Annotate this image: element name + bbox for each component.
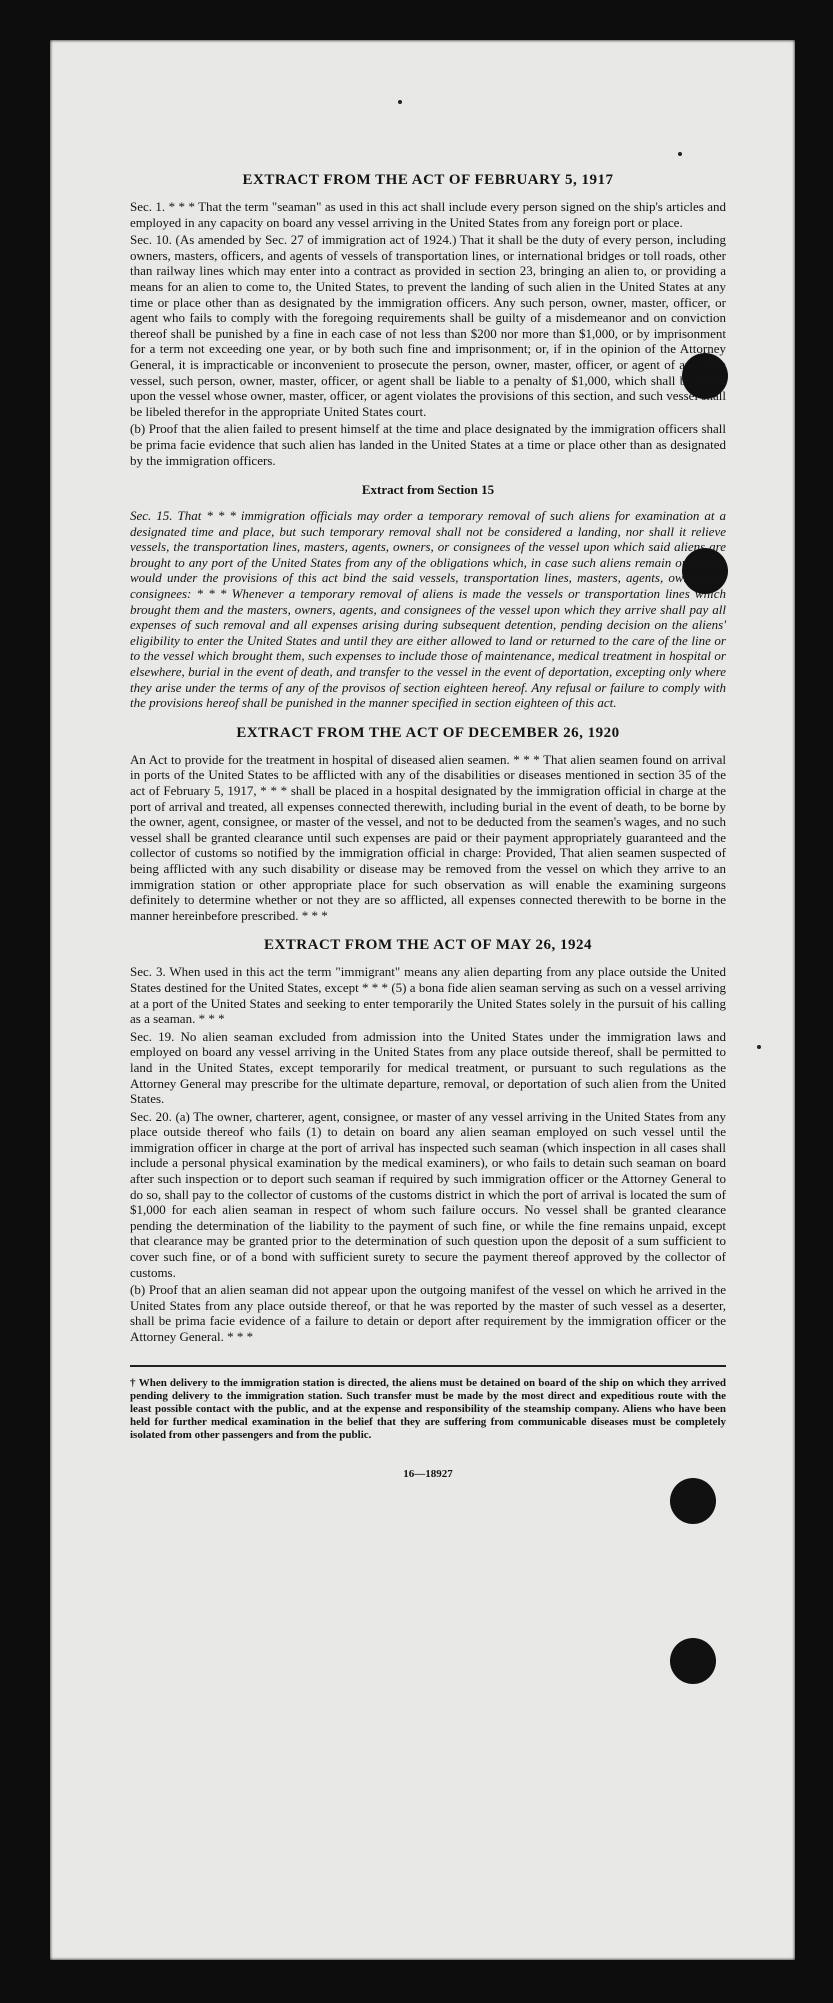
- section-19: Sec. 19. No alien seaman excluded from admission into the United States under the immigration laws and employed on board any vessel arriving in the United States from any place outside thereof, shall be permitted to land in the United States, except temporarily for medical treatment, or pursuant to such regulations as the Attorney General may prescribe for the ultimate departure, removal, or deportation of such alien from the United States.: [130, 1028, 726, 1107]
- heading-act-1920: EXTRACT FROM THE ACT OF DECEMBER 26, 1920: [236, 724, 620, 741]
- section-20-b: (b) Proof that an alien seaman did not appear upon the outgoing manifest of the vessel on which he arrived in the United States from any place outside thereof, or that he was reported by the master of such vessel as a deserter, shall be prima facie evidence of a failure to detain or deport after requirement by the immigration officer or the Attorney General. * * *: [130, 1282, 726, 1344]
- section-20: Sec. 20. (a) The owner, charterer, agent, consignee, or master of any vessel arriving in the United States from any place outside thereof who fails (1) to detain on board any alien seaman employed on such vessel until the immigration officer in charge at the port of arrival has inspected such seaman (which inspection in all cases shall include a personal physical examination by the medical examiners), or who fails to detain such seaman on board after such inspection or to deport such seaman if required by such immigration officer or the Attorney General to do so, shall pay to the collector of customs of the customs district in which the port of arrival is located the sum of $1,000 for each alien seaman in respect of whom such failure occurs. No vessel shall be granted clearance pending the determination of the liability to the payment of such fine, or while the fine remains unpaid, except that clearance may be granted prior to the determination of such question upon the deposit of a sum sufficient to cover such fine, or of a bond with sufficient surety to secure the payment thereof approved by the collector of customs.: [130, 1108, 726, 1280]
- act-1920-text: An Act to provide for the treatment in hospital of diseased alien seamen. * * * That alien seamen found on arrival in ports of the United States to be afflicted with any of the disabilities or diseases mentioned in section 35 of the act of February 5, 1917, * * * shall be placed in a hospital designated by the immigration official in charge at the port of arrival and treated, all expenses connected therewith, including burial in the event of death, to be borne by the owner, agent, consignee, or master of the vessel, and not to be deducted from the seamen's wages, and no such vessel shall be granted clearance until such expenses are paid or their payment appropriately guaranteed and the collector of customs so notified by the immigration official in charge: Provided, That alien seamen suspected of being afflicted with any such disability or disease may be removed from the vessel on which they arrive to an immigration station or other appropriate place for such observation as will enable the examining surgeons definitely to determine whether or not they are so afflicted, all expenses connected therewith to be borne in the manner hereinbefore prescribed. * * *: [130, 751, 726, 923]
- footnote: † When delivery to the immigration station is directed, the aliens must be detained on board of the ship on which they arrived pending delivery to the immigration station. Such transfer must be made by the most direct and expeditious route with the least possible contact with the public, and at the expense and responsibility of the steamship company. Aliens who have been held for further medical examination in the belief that they are suffering from communicable diseases must be completely isolated from other passengers and from the public.: [130, 1376, 726, 1441]
- punch-hole: [670, 1478, 716, 1524]
- section-1: Sec. 1. * * * That the term "seaman" as used in this act shall include every person signed on the ship's articles and employed in any capacity on board any vessel arriving in the United States from any foreign port or place.: [130, 199, 726, 230]
- section-10-b: (b) Proof that the alien failed to present himself at the time and place designated by the immigration officers shall be prima facie evidence that such alien has landed in the United States at a time or place other than as designated by the immigration officers.: [130, 421, 726, 468]
- heading-act-1924: EXTRACT FROM THE ACT OF MAY 26, 1924: [263, 937, 593, 954]
- speck: [757, 1045, 761, 1049]
- speck: [398, 100, 402, 104]
- section-15: Sec. 15. That * * * immigration officials may order a temporary removal of such aliens for examination at a designated time and place, but such temporary removal shall not be considered a landing, nor shall it relieve vessels, the transportation lines, masters, agents, owners, or consignees of the vessel upon which said aliens are brought to any port of the United States from any of the obligations which, in case such aliens remain on board, would under the provisions of this act bind the said vessels, transportation lines, masters, agents, owners, or consignees: * * * Whenever a temporary removal of aliens is made the vessels or transportation lines which brought them and the masters, owners, agents, and consignees of the vessel upon which they arrive shall pay all expenses of such removal and all expenses arising during subsequent detention, pending decision on the aliens' eligibility to enter the United States and until they are either allowed to land or returned to the care of the line or to the vessel which brought them, such expenses to include those of maintenance, medical treatment in hospital or elsewhere, burial in the event of death, and transfer to the vessel in the event of deportation, excepting only where they arise under the terms of any of the provisos of section eighteen hereof. Any refusal or failure to comply with the provisions hereof shall be punished in the manner specified in section eighteen of this act.: [130, 508, 726, 711]
- speck: [678, 152, 682, 156]
- punch-hole: [670, 1638, 716, 1684]
- form-number: 16—18927: [403, 1467, 453, 1480]
- section-10: Sec. 10. (As amended by Sec. 27 of immigration act of 1924.) That it shall be the duty of every person, including owners, masters, officers, and agents of vessels of transportation lines, or international bridges or toll roads, other than railway lines which may enter into a contract as provided in section 23, bringing an alien to, or providing a means for an alien to come to, the United States, to prevent the landing of such alien in the United States at any time or place other than as designated by the immigration officers. Any such person, owner, master, officer, or agent who fails to comply with the foregoing requirements shall be guilty of a misdemeanor and on conviction thereof shall be punished by a fine in each case of not less than $200 nor more than $1,000, or by imprisonment for a term not exceeding one year, or by both such fine and imprisonment; or, if in the opinion of the Attorney General, it is impracticable or inconvenient to prosecute the person, owner, master, officer, or agent of any such vessel, such person, owner, master, officer, or agent shall be liable to a penalty of $1,000, which shall be a lien upon the vessel whose owner, master, officer, or agent violates the provisions of this section, and such vessel shall be libeled therefor in the appropriate United States court.: [130, 232, 726, 419]
- section-3: Sec. 3. When used in this act the term "immigrant" means any alien departing from any place outside the United States destined for the United States, except * * * (5) a bona fide alien seaman serving as such on a vessel arriving at a port of the United States and seeking to enter temporarily the United States solely in the pursuit of his calling as a seaman. * * *: [130, 964, 726, 1027]
- heading-act-1917: EXTRACT FROM THE ACT OF FEBRUARY 5, 1917: [242, 172, 614, 188]
- heading-section-15: Extract from Section 15: [361, 482, 495, 498]
- document-body: [130, 172, 726, 1480]
- footnote-divider: [130, 1365, 726, 1367]
